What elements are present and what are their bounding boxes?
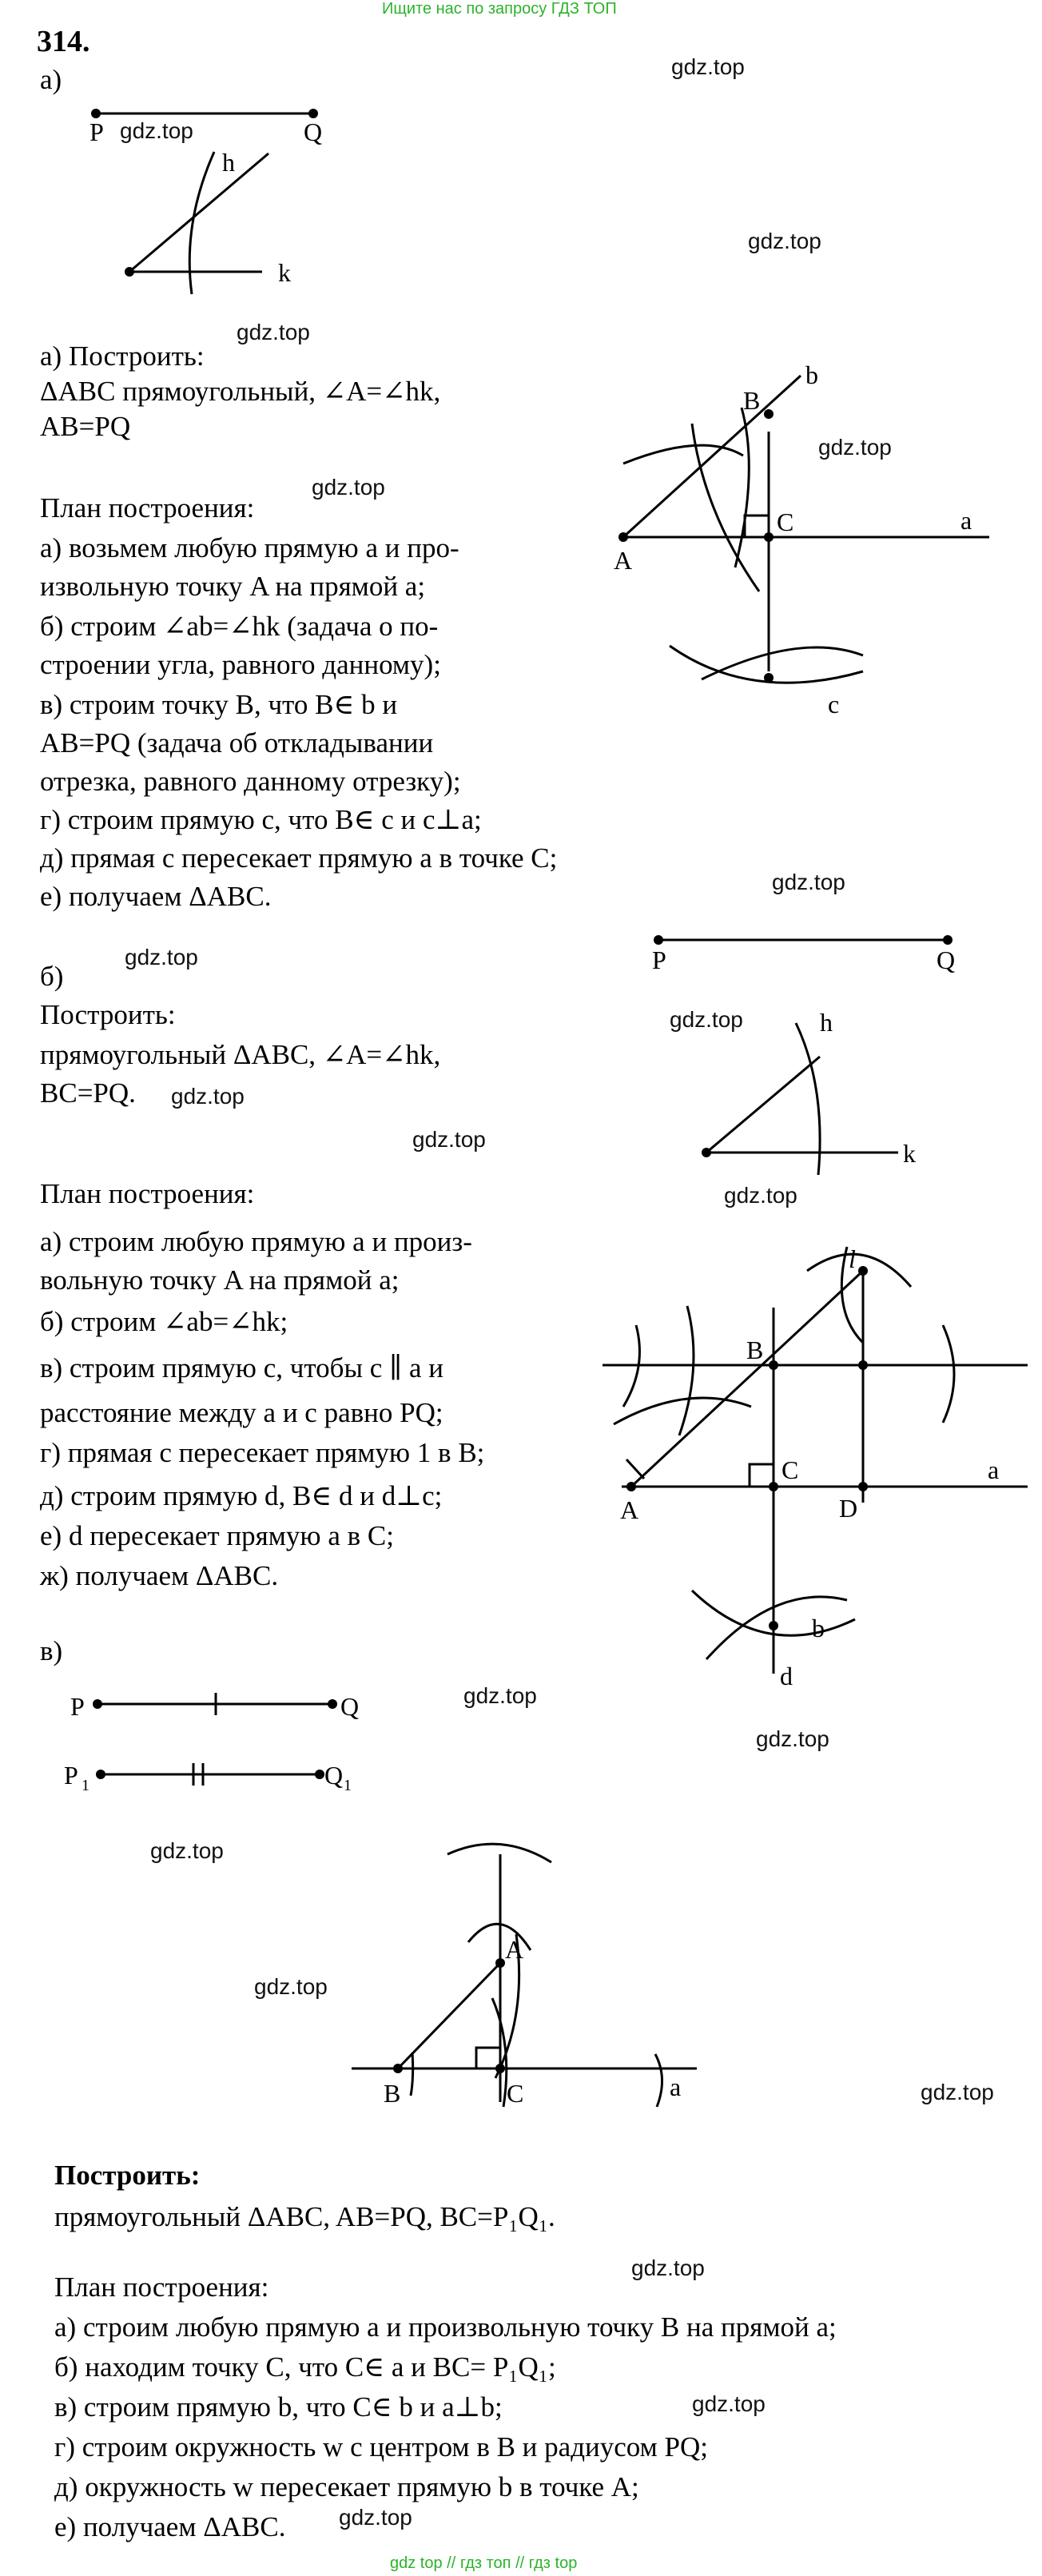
watermark: gdz.top: [339, 2505, 412, 2530]
part-a-plan-line: г) строим прямую c, что B∈ c и c⊥a;: [40, 804, 482, 835]
point-p: P: [652, 946, 666, 974]
label-k: k: [903, 1139, 916, 1168]
label-C: C: [782, 1455, 799, 1484]
label-h: h: [820, 1008, 833, 1037]
part-c-goal-line: прямоугольный ΔABC, AB=PQ, BC=P₁Q₁.: [54, 2201, 555, 2232]
arc: [614, 1398, 751, 1424]
label-A: A: [620, 1495, 639, 1524]
point-p: P: [89, 117, 104, 146]
watermark: gdz.top: [237, 320, 310, 344]
watermark: gdz.top: [312, 475, 385, 500]
label-a: a: [960, 506, 972, 535]
part-c-plan-line: б) находим точку C, что C∈ a и BC= P₁Q₁;: [54, 2351, 556, 2383]
part-b-goal-line: BC=PQ.: [40, 1077, 136, 1109]
label-D: D: [839, 1494, 858, 1523]
label-C: C: [777, 508, 794, 536]
label-d: d: [780, 1662, 793, 1690]
part-a-plan-line: е) получаем ΔABC.: [40, 881, 272, 912]
line-b: [623, 376, 801, 537]
arc: [411, 2052, 413, 2096]
footer-links[interactable]: gdz top // гдз топ // гдз top: [390, 2554, 578, 2572]
watermark: gdz.top: [254, 1974, 328, 1999]
label-B: B: [746, 1336, 764, 1364]
part-b-given-figure: [639, 927, 959, 1183]
part-b-plan-line: ж) получаем ΔABC.: [40, 1560, 279, 1591]
part-a-plan-line: отрезка, равного данному отрезку);: [40, 766, 461, 797]
part-c-goal-title: Построить:: [54, 2160, 201, 2191]
arc: [655, 2054, 662, 2107]
part-b-plan-title: План построения:: [40, 1178, 255, 1209]
part-b-plan-line: в) строим прямую c, чтобы c ∥ a и: [40, 1352, 443, 1384]
watermark: gdz.top: [631, 2255, 705, 2280]
part-b-construction: [591, 1239, 1039, 1694]
subscript-1: 1: [344, 1777, 352, 1794]
part-a-goal-title: а) Построить:: [40, 340, 205, 372]
label-c: c: [828, 690, 840, 719]
label-a: a: [670, 2072, 682, 2101]
label-C: C: [507, 2079, 524, 2108]
label-b: b: [805, 360, 818, 389]
point-q1: Q: [324, 1761, 344, 1790]
ray-h: [129, 153, 268, 272]
part-c-plan-line: д) окружность w пересекает прямую b в точке A;: [54, 2471, 639, 2502]
part-c-plan-line: в) строим прямую b, что C∈ b и a⊥b;: [54, 2391, 503, 2423]
part-a-plan-line: строении угла, равного данному);: [40, 649, 441, 680]
watermark: gdz.top: [463, 1683, 537, 1708]
arc: [943, 1325, 954, 1423]
part-c-label: в): [40, 1635, 63, 1666]
part-a-plan-line: AB=PQ (задача об откладывании: [40, 727, 434, 758]
part-b-plan-line: расстояние между a и c равно PQ;: [40, 1397, 443, 1428]
arc: [735, 408, 749, 567]
watermark: gdz.top: [150, 1838, 224, 1863]
watermark: gdz.top: [748, 229, 821, 253]
part-b-plan-line: е) d пересекает прямую a в C;: [40, 1520, 394, 1551]
watermark: gdz.top: [125, 945, 198, 969]
part-b-goal-line: прямоугольный ΔABC, ∠A=∠hk,: [40, 1039, 441, 1070]
watermark: gdz.top: [171, 1084, 245, 1109]
part-b-plan-line: д) строим прямую d, B∈ d и d⊥c;: [40, 1480, 443, 1511]
watermark: gdz.top: [120, 118, 193, 143]
part-a-plan-line: в) строим точку B, что B∈ b и: [40, 689, 398, 720]
part-a-construction: [591, 352, 1007, 727]
part-c-plan-line: г) строим окружность w с центром в B и радиусом PQ;: [54, 2431, 708, 2463]
watermark: gdz.top: [724, 1183, 797, 1208]
watermark: gdz.top: [671, 54, 745, 79]
part-c-given-segments: [64, 1670, 384, 1814]
part-c-plan-line: а) строим любую прямую a и произвольную точку B на прямой a;: [54, 2311, 837, 2343]
ray-h: [706, 1057, 820, 1153]
label-B: B: [743, 386, 761, 415]
watermark: gdz.top: [772, 870, 845, 894]
subscript-1: 1: [82, 1777, 89, 1794]
part-a-goal-line: ΔABC прямоугольный, ∠A=∠hk,: [40, 376, 441, 407]
label-b: b: [812, 1614, 825, 1642]
watermark: gdz.top: [670, 1007, 743, 1032]
watermark: gdz.top: [692, 2391, 766, 2416]
part-a-goal-line: AB=PQ: [40, 411, 131, 442]
part-a-plan-title: План построения:: [40, 492, 255, 524]
label-l: l: [849, 1244, 856, 1273]
part-a-plan-line: извольную точку A на прямой a;: [40, 571, 426, 602]
watermark: gdz.top: [921, 2080, 994, 2104]
point-p1: P: [64, 1761, 78, 1790]
part-a-plan-line: д) прямая c пересекает прямую a в точке C;: [40, 842, 558, 874]
arc: [623, 445, 743, 464]
part-a-plan-line: б) строим ∠ab=∠hk (задача о по-: [40, 611, 439, 642]
watermark: gdz.top: [412, 1127, 486, 1152]
label-A: A: [614, 546, 633, 575]
line-l: [631, 1271, 863, 1487]
point-q: Q: [340, 1692, 360, 1721]
part-b-plan-line: вольную точку A на прямой a;: [40, 1264, 400, 1296]
arc: [679, 1306, 694, 1435]
part-b-label: б): [40, 961, 64, 992]
part-a-plan-line: а) возьмем любую прямую a и про-: [40, 532, 459, 563]
part-b-plan-line: г) прямая c пересекает прямую 1 в B;: [40, 1437, 485, 1468]
part-c-construction: [336, 1838, 719, 2126]
part-c-plan-title: План построения:: [54, 2271, 269, 2303]
point-q: Q: [937, 946, 956, 974]
header-link[interactable]: Ищите нас по запросу ГДЗ ТОП: [382, 0, 617, 18]
watermark: gdz.top: [756, 1726, 829, 1751]
part-c-plan-line: е) получаем ΔABC.: [54, 2511, 286, 2542]
watermark: gdz.top: [818, 435, 892, 460]
label-A: A: [505, 1935, 524, 1964]
part-b-plan-line: а) строим любую прямую a и произ-: [40, 1226, 472, 1257]
task-number: 314.: [37, 25, 90, 58]
part-b-goal-title: Построить:: [40, 999, 176, 1030]
part-b-plan-line: б) строим ∠ab=∠hk;: [40, 1306, 288, 1337]
point-q: Q: [304, 117, 323, 146]
point-p: P: [70, 1692, 85, 1721]
part-a-label: а): [40, 64, 62, 95]
label-k: k: [278, 258, 291, 287]
label-a: a: [988, 1455, 1000, 1484]
label-B: B: [384, 2079, 401, 2108]
label-h: h: [222, 148, 235, 177]
